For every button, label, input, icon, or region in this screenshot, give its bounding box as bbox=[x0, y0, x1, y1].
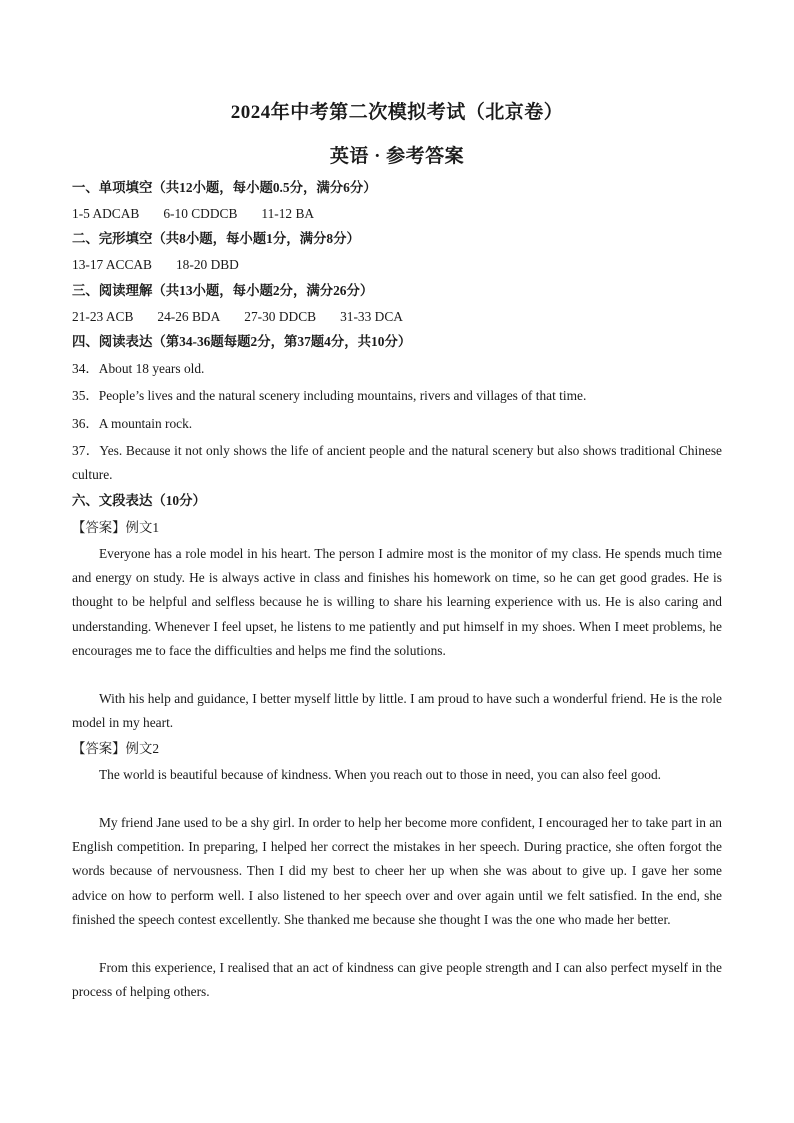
section-2-heading: 二、完形填空（共8小题，每小题1分，满分8分） bbox=[72, 231, 360, 246]
section-3-answers bbox=[72, 309, 722, 325]
essay-2-paragraph-2: My friend Jane used to be a shy girl. In order to help her become more confident, I encouraged her to take part in an English competition. In preparing, I helped her correct the mistakes in her speech. During practice, she often forgot the words because of nervousness. Then I did my best to cheer her up when she was about to give up. I gave her some advice on how to perform well. I also listened to her speech over and over again until we felt satisfied. In the end, she finished the speech contest excellently. She thanked me because she thought I was the one who made her better. bbox=[72, 815, 722, 927]
essay-2-label: 【答案】例文2 bbox=[72, 741, 160, 756]
answer-group: 21-23 ACB bbox=[72, 309, 134, 324]
page-title: 2024年中考第二次模拟考试（北京卷） bbox=[230, 102, 564, 123]
section-4-heading: 四、阅读表达（第34-36题每题2分，第37题4分，共10分） bbox=[72, 334, 412, 349]
essay-2-paragraph-3: From this experience, I realised that an act of kindness can give people strength and I can also perfect myself in the process of helping others. bbox=[72, 960, 722, 1000]
answer-36: 36．A mountain rock. bbox=[72, 416, 193, 431]
page-subtitle: 英语 · 参考答案 bbox=[329, 146, 465, 167]
answer-group: 24-26 BDA bbox=[157, 309, 221, 324]
answer-37: 37．Yes. Because it not only shows the life of ancient people and the natural scenery but also shows traditional Chinese culture. bbox=[72, 443, 722, 483]
answer-group: 11-12 BA bbox=[261, 206, 315, 221]
essay-1-paragraph-2: With his help and guidance, I better myself little by little. I am proud to have such a wonderful friend. He is the role model in my heart. bbox=[72, 691, 722, 731]
answer-group: 13-17 ACCAB bbox=[72, 257, 152, 272]
essay-1-label: 【答案】例文1 bbox=[72, 520, 160, 535]
answer-34: 34．About 18 years old. bbox=[72, 361, 205, 376]
essay-1-paragraph-1: Everyone has a role model in his heart. The person I admire most is the monitor of my class. He spends much time and energy on study. He is always active in class and finishes his homework on time, so he can get good grades. He is thought to be helpful and selfless because he is willing to share his learning experience with us. He is also caring and understanding. Whenever I feel upset, he listens to me patiently and put himself in my shoes. When I meet problems, he encourages me to face the difficulties and helps me find the solutions. bbox=[72, 546, 722, 658]
answer-group: 31-33 DCA bbox=[340, 309, 403, 324]
section-2-answers bbox=[72, 257, 722, 273]
answer-group: 1-5 ADCAB bbox=[72, 206, 140, 221]
answer-group: 27-30 DDCB bbox=[244, 309, 317, 324]
section-3-heading: 三、阅读理解（共13小题，每小题2分，满分26分） bbox=[72, 283, 374, 298]
answer-group: 6-10 CDDCB bbox=[163, 206, 238, 221]
section-6-heading: 六、文段表达（10分） bbox=[72, 493, 206, 508]
answer-35: 35．People’s lives and the natural scenery including mountains, rivers and villages of that time. bbox=[72, 388, 587, 403]
answer-group: 18-20 DBD bbox=[175, 257, 239, 272]
section-1-heading: 一、单项填空（共12小题，每小题0.5分，满分6分） bbox=[72, 180, 377, 195]
essay-2-paragraph-1: The world is beautiful because of kindness. When you reach out to those in need, you can also feel good. bbox=[99, 767, 662, 782]
section-1-answers bbox=[72, 206, 722, 222]
